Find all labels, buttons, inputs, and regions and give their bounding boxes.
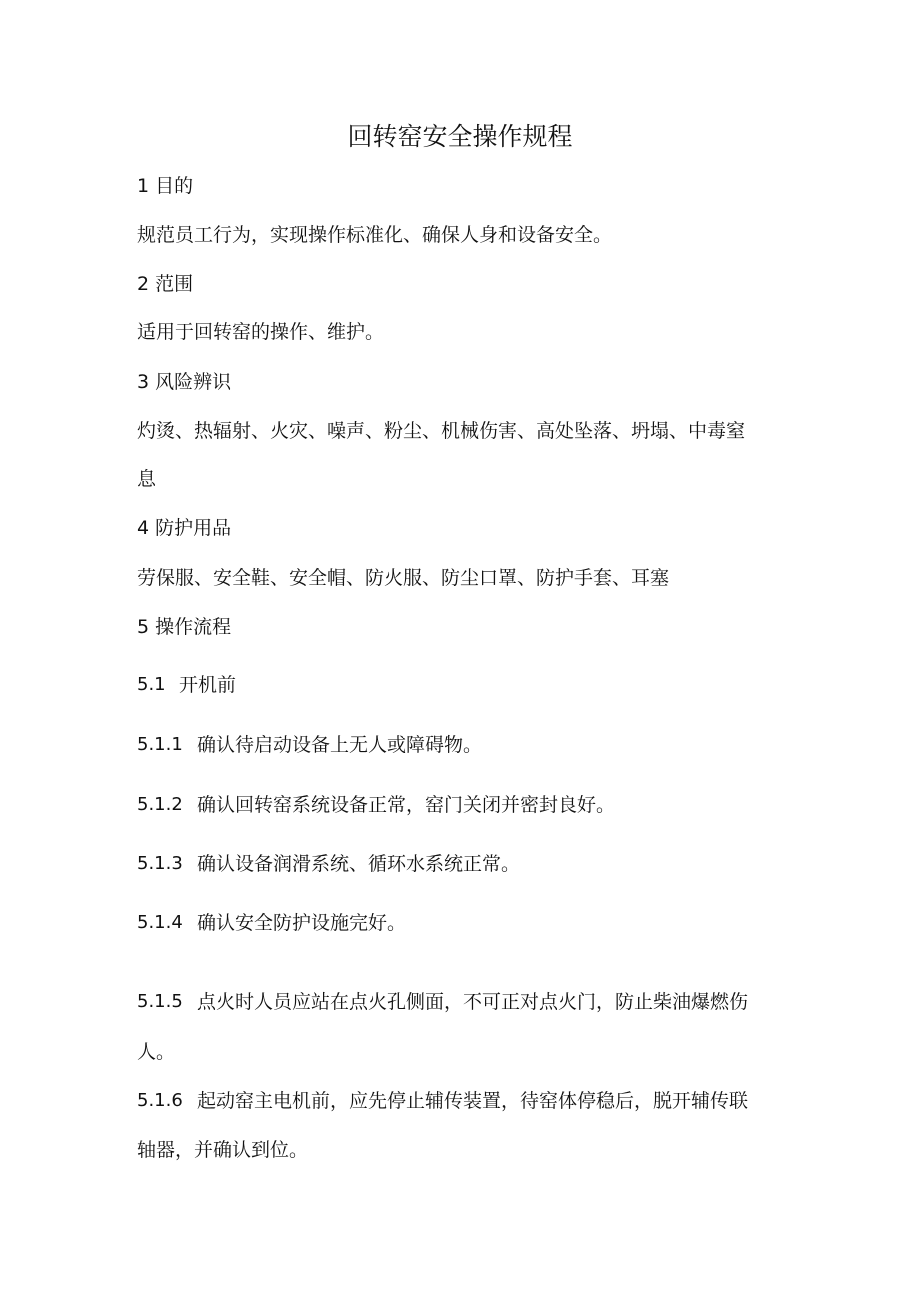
item-text-3: 确认设备润滑系统、循环水系统正常。 xyxy=(197,853,521,875)
section-heading-3: 3 风险辨识 xyxy=(137,371,232,393)
section-heading-5: 5 操作流程 xyxy=(137,616,232,638)
item-number-1: 5.1.1 xyxy=(137,734,183,755)
item-number-2: 5.1.2 xyxy=(137,794,183,815)
section-heading-1: 1 目的 xyxy=(137,175,194,197)
section-body-2: 适用于回转窑的操作、维护。 xyxy=(137,321,385,343)
subsection-number: 5.1 xyxy=(137,674,166,695)
section-heading-4: 4 防护用品 xyxy=(137,517,232,539)
item-text-6-line-2: 轴器，并确认到位。 xyxy=(137,1139,309,1161)
document-title: 回转窑安全操作规程 xyxy=(347,122,573,151)
item-text-5-line-2: 人。 xyxy=(137,1041,176,1063)
item-number-5: 5.1.5 xyxy=(137,991,183,1012)
section-body-3-line-2: 息 xyxy=(137,468,157,490)
item-text-1: 确认待启动设备上无人或障碍物。 xyxy=(197,734,483,756)
item-text-5-line-1: 点火时人员应站在点火孔侧面，不可正对点火门，防止柴油爆燃伤 xyxy=(197,991,749,1013)
item-number-4: 5.1.4 xyxy=(137,912,183,933)
subsection-title: 开机前 xyxy=(179,674,237,696)
item-number-6: 5.1.6 xyxy=(137,1090,183,1111)
section-body-1: 规范员工行为，实现操作标准化、确保人身和设备安全。 xyxy=(137,224,613,246)
item-text-2: 确认回转窑系统设备正常，窑门关闭并密封良好。 xyxy=(197,794,616,816)
item-text-6-line-1: 起动窑主电机前，应先停止辅传装置，待窑体停稳后，脱开辅传联 xyxy=(197,1090,749,1112)
item-number-3: 5.1.3 xyxy=(137,853,183,874)
section-heading-2: 2 范围 xyxy=(137,273,194,295)
section-body-3-line-1: 灼烫、热辐射、火灾、噪声、粉尘、机械伤害、高处坠落、坍塌、中毒窒 xyxy=(137,420,746,442)
item-text-4: 确认安全防护设施完好。 xyxy=(197,912,407,934)
section-body-4: 劳保服、安全鞋、安全帽、防火服、防尘口罩、防护手套、耳塞 xyxy=(137,567,670,589)
